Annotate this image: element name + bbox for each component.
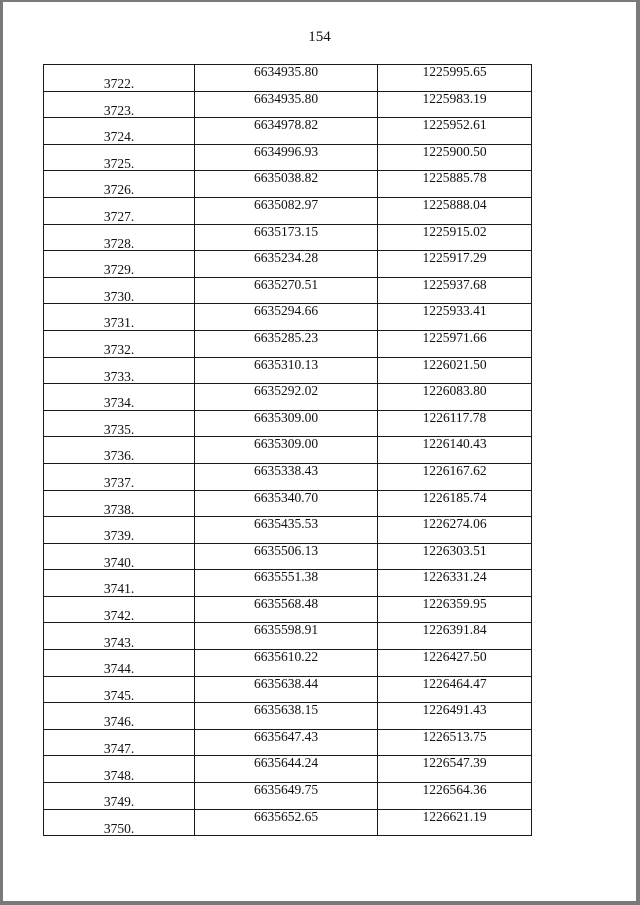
point-number-cell: 3745. [44,676,195,703]
x-coordinate-cell: 6635285.23 [195,330,378,357]
point-number-cell: 3742. [44,596,195,623]
table-row [44,703,532,730]
point-number-cell: 3722. [44,65,195,92]
point-number-cell: 3739. [44,517,195,544]
table-row [44,570,532,597]
table-row [44,144,532,171]
table-row [44,756,532,783]
point-number-cell: 3741. [44,570,195,597]
y-coordinate-cell: 1226167.62 [378,463,532,490]
table-row [44,463,532,490]
y-coordinate-cell: 1226359.95 [378,596,532,623]
y-coordinate-cell: 1225917.29 [378,251,532,278]
table-row [44,384,532,411]
x-coordinate-cell: 6635234.28 [195,251,378,278]
table-row [44,91,532,118]
table-row [44,330,532,357]
point-number-cell: 3730. [44,277,195,304]
x-coordinate-cell: 6635638.44 [195,676,378,703]
y-coordinate-cell: 1226274.06 [378,517,532,544]
x-coordinate-cell: 6634978.82 [195,118,378,145]
table-row [44,65,532,92]
point-number-cell: 3735. [44,410,195,437]
x-coordinate-cell: 6634935.80 [195,91,378,118]
point-number-cell: 3746. [44,703,195,730]
y-coordinate-cell: 1226513.75 [378,729,532,756]
x-coordinate-cell: 6635647.43 [195,729,378,756]
point-number-cell: 3729. [44,251,195,278]
point-number-cell: 3724. [44,118,195,145]
y-coordinate-cell: 1225971.66 [378,330,532,357]
y-coordinate-cell: 1225952.61 [378,118,532,145]
y-coordinate-cell: 1226427.50 [378,650,532,677]
point-number-cell: 3740. [44,543,195,570]
point-number-cell: 3744. [44,650,195,677]
y-coordinate-cell: 1226021.50 [378,357,532,384]
table-row [44,650,532,677]
point-number-cell: 3749. [44,783,195,810]
x-coordinate-cell: 6635598.91 [195,623,378,650]
y-coordinate-cell: 1226621.19 [378,809,532,836]
y-coordinate-cell: 1226464.47 [378,676,532,703]
table-row [44,783,532,810]
table-row [44,809,532,836]
y-coordinate-cell: 1225995.65 [378,65,532,92]
x-coordinate-cell: 6635309.00 [195,410,378,437]
page-number: 154 [308,29,331,45]
x-coordinate-cell: 6635173.15 [195,224,378,251]
x-coordinate-cell: 6635506.13 [195,543,378,570]
x-coordinate-cell: 6635568.48 [195,596,378,623]
y-coordinate-cell: 1225915.02 [378,224,532,251]
table-row [44,251,532,278]
y-coordinate-cell: 1225933.41 [378,304,532,331]
table-row [44,517,532,544]
y-coordinate-cell: 1225937.68 [378,277,532,304]
point-number-cell: 3736. [44,437,195,464]
x-coordinate-cell: 6635435.53 [195,517,378,544]
x-coordinate-cell: 6635292.02 [195,384,378,411]
x-coordinate-cell: 6635310.13 [195,357,378,384]
x-coordinate-cell: 6635551.38 [195,570,378,597]
point-number-cell: 3748. [44,756,195,783]
table-row [44,676,532,703]
x-coordinate-cell: 6635082.97 [195,197,378,224]
point-number-cell: 3738. [44,490,195,517]
x-coordinate-cell: 6635340.70 [195,490,378,517]
x-coordinate-cell: 6635649.75 [195,783,378,810]
x-coordinate-cell: 6635644.24 [195,756,378,783]
x-coordinate-cell: 6635309.00 [195,437,378,464]
x-coordinate-cell: 6635610.22 [195,650,378,677]
point-number-cell: 3727. [44,197,195,224]
y-coordinate-cell: 1226117.78 [378,410,532,437]
x-coordinate-cell: 6635652.65 [195,809,378,836]
y-coordinate-cell: 1226491.43 [378,703,532,730]
y-coordinate-cell: 1226303.51 [378,543,532,570]
x-coordinate-cell: 6634935.80 [195,65,378,92]
table-row [44,357,532,384]
y-coordinate-cell: 1226564.36 [378,783,532,810]
point-number-cell: 3725. [44,144,195,171]
y-coordinate-cell: 1225885.78 [378,171,532,198]
x-coordinate-cell: 6635638.15 [195,703,378,730]
point-number-cell: 3747. [44,729,195,756]
table-row [44,224,532,251]
point-number-cell: 3732. [44,330,195,357]
y-coordinate-cell: 1226547.39 [378,756,532,783]
point-number-cell: 3743. [44,623,195,650]
table-row [44,543,532,570]
point-number-cell: 3733. [44,357,195,384]
y-coordinate-cell: 1226185.74 [378,490,532,517]
document-page [3,2,636,901]
point-number-cell: 3728. [44,224,195,251]
y-coordinate-cell: 1226331.24 [378,570,532,597]
y-coordinate-cell: 1225983.19 [378,91,532,118]
table-row [44,596,532,623]
point-number-cell: 3750. [44,809,195,836]
x-coordinate-cell: 6634996.93 [195,144,378,171]
table-row [44,410,532,437]
table-row [44,623,532,650]
y-coordinate-cell: 1226083.80 [378,384,532,411]
table-row [44,277,532,304]
coordinates-table-body [44,65,532,836]
point-number-cell: 3726. [44,171,195,198]
x-coordinate-cell: 6635270.51 [195,277,378,304]
table-row [44,729,532,756]
table-row [44,490,532,517]
x-coordinate-cell: 6635338.43 [195,463,378,490]
table-row [44,304,532,331]
point-number-cell: 3737. [44,463,195,490]
point-number-cell: 3731. [44,304,195,331]
table-row [44,197,532,224]
x-coordinate-cell: 6635038.82 [195,171,378,198]
point-number-cell: 3723. [44,91,195,118]
table-row [44,171,532,198]
y-coordinate-cell: 1225888.04 [378,197,532,224]
y-coordinate-cell: 1225900.50 [378,144,532,171]
point-number-cell: 3734. [44,384,195,411]
x-coordinate-cell: 6635294.66 [195,304,378,331]
coordinates-table [43,64,532,836]
y-coordinate-cell: 1226391.84 [378,623,532,650]
table-row [44,437,532,464]
table-row [44,118,532,145]
y-coordinate-cell: 1226140.43 [378,437,532,464]
